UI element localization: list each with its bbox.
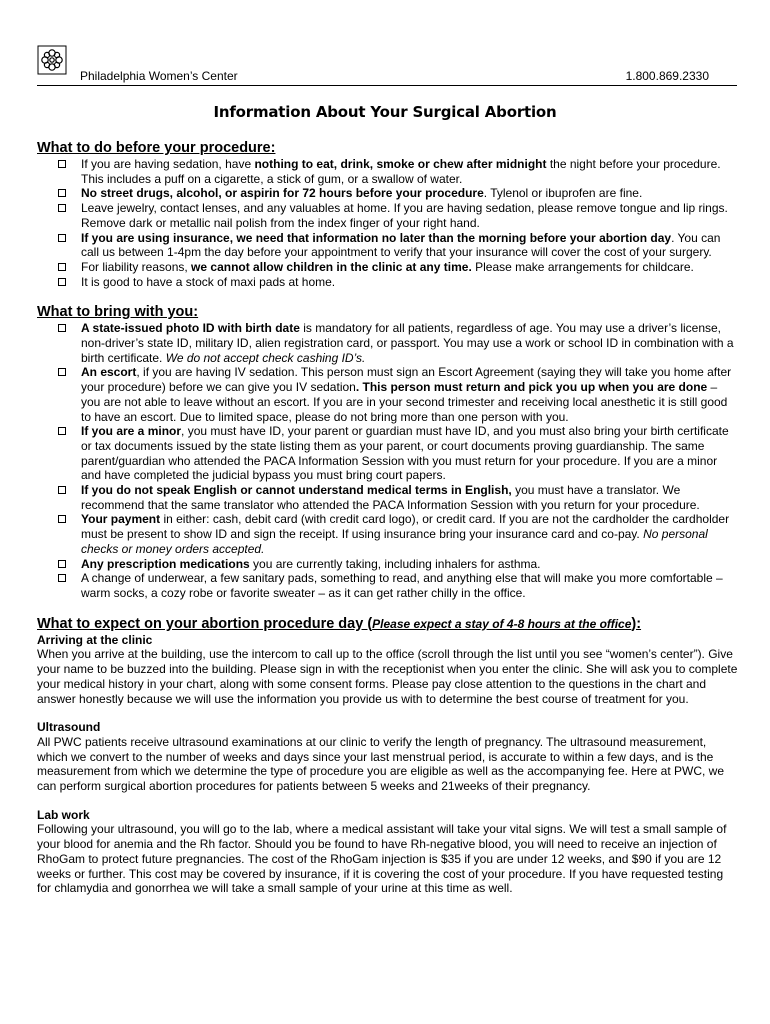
checkbox-bullet-icon [58, 263, 66, 271]
lab-title: Lab work [37, 807, 90, 822]
document-body [37, 139, 739, 896]
checkbox-bullet-icon [58, 234, 66, 242]
header-divider [37, 85, 737, 86]
list-item: A state-issued photo ID with birth date is mandatory for all patients, regardless of age. You may use a driver’s license, non-driver’s state ID, military ID, alien registration card, or passport. You may use a work or school ID in combination with a birth certificate. We do not accept check cashing ID’s. [81, 321, 739, 365]
checkbox-bullet-icon [58, 204, 66, 212]
list-item: An escort, if you are having IV sedation. This person must sign an Escort Agreement (saying they will take you home after your procedure) before we can give you IV sedation. This person must return and pick you up when you are done – you are not able to leave without an escort. If you are in your second trimester and receiving local anesthetic it is still good to have an escort. Due to limited space, please do not bring more than one person with you. [81, 365, 739, 424]
checkbox-bullet-icon [58, 278, 66, 286]
clinic-logo-icon [37, 45, 67, 75]
list-item: Leave jewelry, contact lenses, and any valuables at home. If you are having sedation, please remove tongue and lip rings. Remove dark or metallic nail polish from the index finger of your right hand. [81, 201, 739, 230]
section-heading-expect: What to expect on your abortion procedure day (Please expect a stay of 4-8 hours at the office): [37, 615, 642, 632]
before-list [37, 157, 739, 289]
document-title: Information About Your Surgical Abortion [213, 103, 557, 121]
checkbox-bullet-icon [58, 574, 66, 582]
list-item: If you are a minor, you must have ID, your parent or guardian must have ID, and you must also bring your birth certificate or tax documents issued by the state listing them as your parent, or court documents proving guardianship. The same parent/guardian who attended the PACA Information Session with you must return for your procedure. If you are a minor and have completed the judicial bypass you must bring court papers. [81, 424, 739, 483]
checkbox-bullet-icon [58, 368, 66, 376]
list-item: Any prescription medications you are currently taking, including inhalers for asthma. [81, 557, 739, 572]
arriving-text: When you arrive at the building, use the intercom to call up to the office (scroll through the list until you see “women’s center”). Give your name to be buzzed into the building. Please sign in with the receptionist when you enter the clinic. She will ask you to complete your medical history in your chart, along with some consent forms. Please pay close attention to the questions in the chart and answer honestly because we will use the information you provide us with to determine the best course of treatment for you. [37, 647, 738, 706]
checkbox-bullet-icon [58, 486, 66, 494]
checkbox-bullet-icon [58, 160, 66, 168]
arriving-title: Arriving at the clinic [37, 632, 153, 647]
checkbox-bullet-icon [58, 560, 66, 568]
ultrasound-text: All PWC patients receive ultrasound examinations at our clinic to verify the length of pregnancy. The ultrasound measurement, which we convert to the number of weeks and days since your last menstrual period, is accurate to within a few days, and is the measurement from which we determine the type of procedure you are eligible as well as the accompanying fee. Here at PWC, we can perform surgical abortion procedures for patients between 5 weeks and 21weeks of their pregnancy. [37, 734, 724, 794]
checkbox-bullet-icon [58, 324, 66, 332]
list-item: It is good to have a stock of maxi pads at home. [81, 275, 739, 290]
checkbox-bullet-icon [58, 189, 66, 197]
lab-text: Following your ultrasound, you will go to the lab, where a medical assistant will take your vital signs. We will test a small sample of your blood for anemia and the Rh factor. Should you be found to have Rh-negative blood, you will need to receive an injection of RhoGam to protect future pregnancies. The cost of the RhoGam injection is $35 if you are under 12 weeks, and $90 if you are 12 weeks or further. This cost may be covered by insurance, if it is covering the cost of your procedure. If you have requested testing for chlamydia and gonorrhea we will take a small sample of your urine at this time as well. [37, 822, 727, 896]
list-item: If you do not speak English or cannot understand medical terms in English, you must have a translator. We recommend that the same translator who attended the PACA Information Session with you return for your procedure. [81, 483, 739, 512]
ultrasound-title: Ultrasound [37, 720, 101, 735]
list-item: A change of underwear, a few sanitary pads, something to read, and anything else that will make you more comfortable – warm socks, a cozy robe or favorite sweater – as it can get rather chilly in the office. [81, 571, 739, 600]
list-item: If you are having sedation, have nothing to eat, drink, smoke or chew after midnight the night before your procedure. This includes a puff on a cigarette, a stick of gum, or a swallow of water. [81, 157, 739, 186]
list-item: For liability reasons, we cannot allow children in the clinic at any time. Please make arrangements for childcare. [81, 260, 739, 275]
letterhead [37, 45, 737, 87]
list-item: If you are using insurance, we need that information no later than the morning before your abortion day. You can call us between 1-4pm the day before your appointment to verify that your insurance will cover the cost of your surgery. [81, 231, 739, 260]
clinic-phone: 1.800.869.2330 [625, 69, 709, 83]
section-heading-bring: What to bring with you: [37, 304, 199, 321]
list-item: Your payment in either: cash, debit card (with credit card logo), or credit card. If you are not the cardholder the cardholder must be present to show ID and sign the receipt. If using insurance bring your insurance card and co-pay. No personal checks or money orders accepted. [81, 512, 739, 556]
checkbox-bullet-icon [58, 427, 66, 435]
list-item: No street drugs, alcohol, or aspirin for 72 hours before your procedure. Tylenol or ibuprofen are fine. [81, 186, 739, 201]
clinic-name: Philadelphia Women’s Center [80, 69, 238, 83]
section-heading-before: What to do before your procedure: [37, 140, 276, 156]
checkbox-bullet-icon [58, 515, 66, 523]
bring-list [37, 321, 739, 600]
